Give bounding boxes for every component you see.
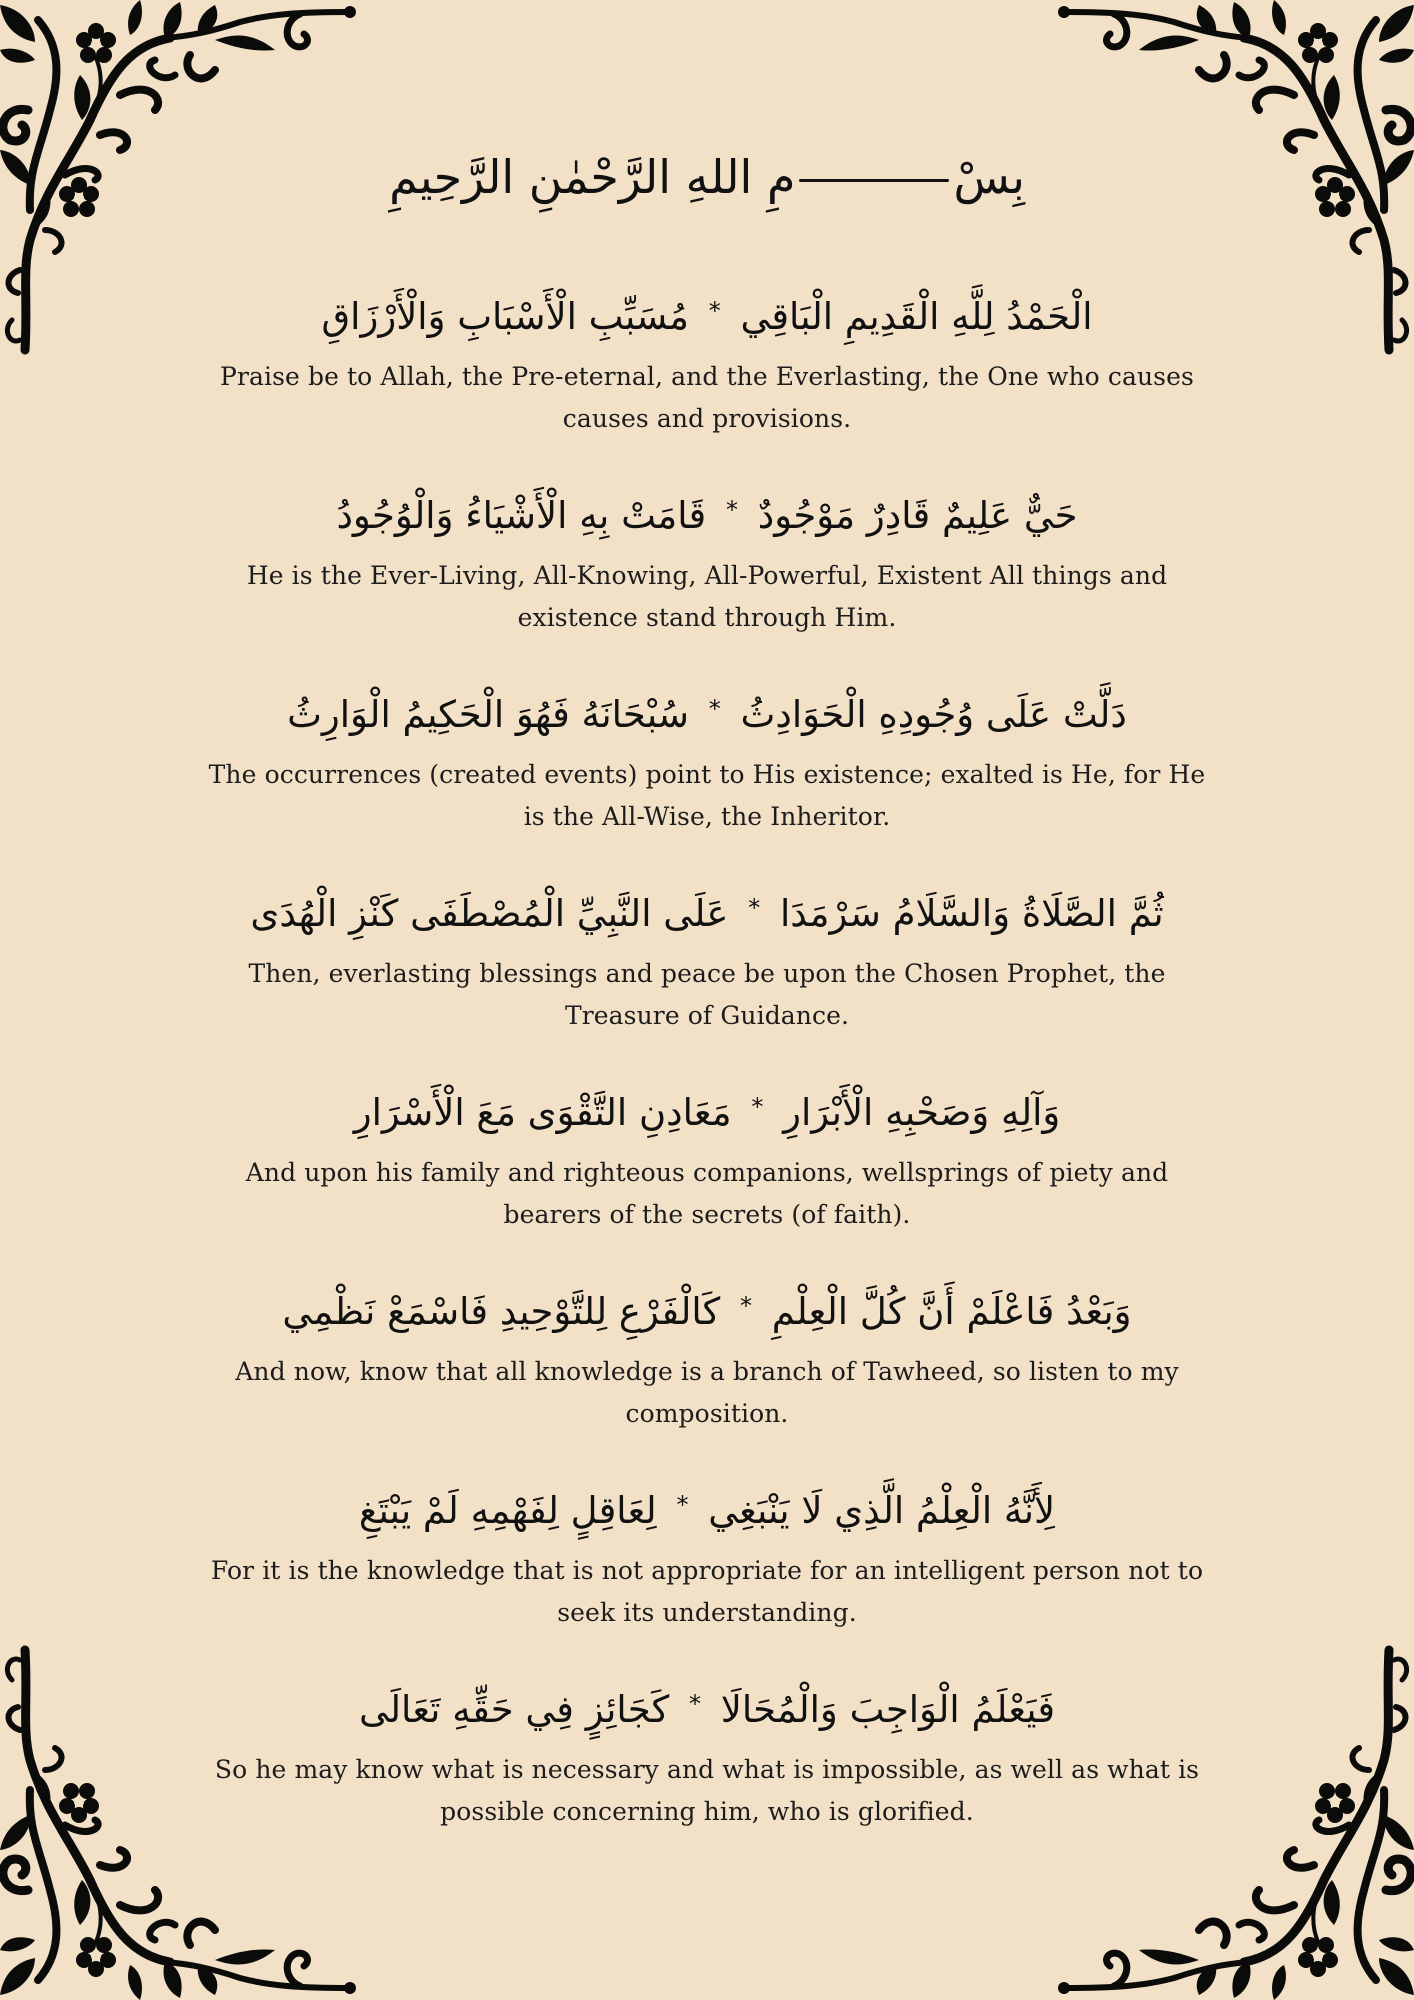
verse-separator: * — [740, 1292, 753, 1320]
english-translation: So he may know what is necessary and what is impossible, as well as what is possible concerning him, who is glorified. — [214, 1755, 1200, 1826]
hemistich-first: فَيَعْلَمُ الْوَاجِبَ وَالْمُحَالَا — [720, 1688, 1056, 1731]
verse-8 — [0, 1669, 1414, 1868]
verse-separator: * — [708, 695, 721, 723]
english-translation: Then, everlasting blessings and peace be upon the Chosen Prophet, the Treasure of Guidance. — [248, 959, 1166, 1030]
english-translation: Praise be to Allah, the Pre-eternal, and the Everlasting, the One who causes causes and provisions. — [220, 362, 1194, 433]
arabic-verse — [0, 1072, 1414, 1142]
basmala-start: بِسْ — [953, 150, 1025, 204]
basmala-end: مِ اللهِ الرَّحْمٰنِ الرَّحِيمِ — [389, 150, 796, 204]
verse-separator: * — [748, 894, 761, 922]
basmala-elongation — [799, 179, 949, 182]
english-translation: He is the Ever-Living, All-Knowing, All-Powerful, Existent All things and existence stand through Him. — [246, 561, 1168, 632]
hemistich-second: سُبْحَانَهُ فَهُوَ الْحَكِيمُ الْوَارِثُ — [287, 693, 689, 736]
verse-4 — [0, 873, 1414, 1072]
hemistich-second: كَجَائِزٍ فِي حَقِّهِ تَعَالَى — [358, 1688, 670, 1731]
hemistich-second: مُسَبِّبِ الْأَسْبَابِ وَالْأَرْزَاقِ — [321, 295, 689, 338]
arabic-verse — [0, 1470, 1414, 1540]
hemistich-first: ثُمَّ الصَّلَاةُ وَالسَّلَامُ سَرْمَدَا — [779, 892, 1164, 935]
hemistich-second: كَالْفَرْعِ لِلتَّوْحِيدِ فَاسْمَعْ نَظْمِي — [282, 1290, 721, 1333]
verse-7 — [0, 1470, 1414, 1669]
verse-separator: * — [725, 496, 738, 524]
verse-separator: * — [751, 1093, 764, 1121]
verse-6 — [0, 1271, 1414, 1470]
hemistich-first: وَآلِهِ وَصَحْبِهِ الْأَبْرَارِ — [783, 1091, 1061, 1134]
english-translation: The occurrences (created events) point to His existence; exalted is He, for He is the All-Wise, the Inheritor. — [208, 760, 1206, 831]
verse-separator: * — [688, 1690, 701, 1718]
verse-5 — [0, 1072, 1414, 1271]
verse-separator: * — [676, 1491, 689, 1519]
hemistich-first: لِأَنَّهُ الْعِلْمُ الَّذِي لَا يَنْبَغِي — [708, 1489, 1056, 1532]
arabic-verse — [0, 674, 1414, 744]
verse-list — [0, 276, 1414, 1868]
english-translation: And now, know that all knowledge is a branch of Tawheed, so listen to my composition. — [235, 1357, 1179, 1428]
arabic-verse — [0, 1669, 1414, 1739]
arabic-verse — [0, 276, 1414, 346]
english-translation: And upon his family and righteous companions, wellsprings of piety and bearers of the secrets (of faith). — [245, 1158, 1169, 1229]
hemistich-second: لِعَاقِلٍ لِفَهْمِهِ لَمْ يَبْتَغِ — [358, 1489, 657, 1532]
hemistich-first: الْحَمْدُ لِلَّهِ الْقَدِيمِ الْبَاقِي — [740, 295, 1093, 338]
arabic-verse — [0, 1271, 1414, 1341]
arabic-verse — [0, 475, 1414, 545]
basmala-heading — [0, 142, 1414, 212]
hemistich-second: عَلَى النَّبِيِّ الْمُصْطَفَى كَنْزِ الْهُدَى — [250, 892, 729, 935]
verse-1 — [0, 276, 1414, 475]
hemistich-first: حَيٌّ عَلِيمٌ قَادِرٌ مَوْجُودٌ — [757, 494, 1078, 537]
verse-2 — [0, 475, 1414, 674]
verse-separator: * — [708, 297, 721, 325]
english-translation: For it is the knowledge that is not appropriate for an intelligent person not to seek its understanding. — [210, 1556, 1204, 1627]
hemistich-second: مَعَادِنِ التَّقْوَى مَعَ الْأَسْرَارِ — [353, 1091, 732, 1134]
arabic-verse — [0, 873, 1414, 943]
hemistich-first: وَبَعْدُ فَاعْلَمْ أَنَّ كُلَّ الْعِلْمِ — [771, 1290, 1132, 1333]
verse-3 — [0, 674, 1414, 873]
hemistich-second: قَامَتْ بِهِ الْأَشْيَاءُ وَالْوُجُودُ — [336, 494, 707, 537]
hemistich-first: دَلَّتْ عَلَى وُجُودِهِ الْحَوَادِثُ — [740, 693, 1127, 736]
